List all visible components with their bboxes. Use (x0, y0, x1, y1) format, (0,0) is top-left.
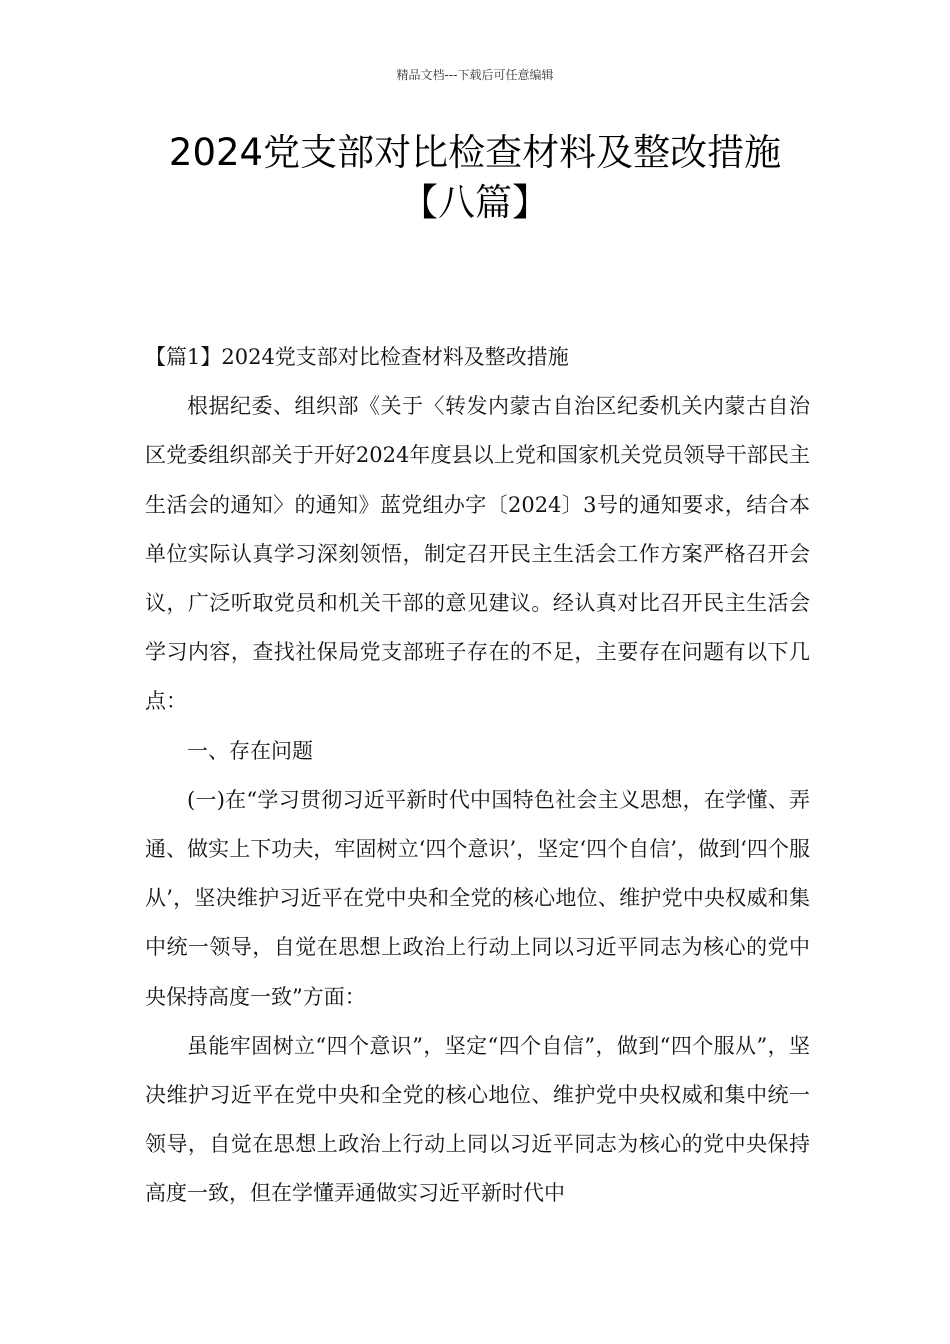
paragraph-item-1: (一)在“学习贯彻习近平新时代中国特色社会主义思想，在学懂、弄通、做实上下功夫，牢固树立‘四个意识’，坚定‘四个自信’，做到‘四个服从’，坚决维护习近平在党中央和全党的核心地位、维护党中央权威和集中统一领导，自觉在思想上政治上行动上同以习近平同志为核心的党中央保持高度一致”方面： (145, 787, 810, 1009)
title-line-1: 2024党支部对比检查材料及整改措施 (168, 131, 782, 174)
title-line-2: 【八篇】 (401, 181, 549, 224)
document-title (60, 128, 890, 228)
paragraph-intro: 根据纪委、组织部《关于〈转发内蒙古自治区纪委机关内蒙古自治区党委组织部关于开好2024年度县以上党和国家机关党员领导干部民主生活会的通知〉的通知》蓝党组办字〔2024〕3号的通知要求，结合本单位实际认真学习深刻领悟，制定召开民主生活会工作方案严格召开会议，广泛听取党员和机关干部的意见建议。经认真对比召开民主生活会学习内容，查找社保局党支部班子存在的不足，主要存在问题有以下几点： (145, 394, 810, 714)
header-note: 精品文档---下载后可任意编辑 (396, 68, 554, 82)
document-body (145, 333, 810, 1219)
paragraph-item-1-detail: 虽能牢固树立“四个意识”，坚定“四个自信”，做到“四个服从”，坚决维护习近平在党中央和全党的核心地位、维护党中央权威和集中统一领导，自觉在思想上政治上行动上同以习近平同志为核心的党中央保持高度一致，但在学懂弄通做实习近平新时代中 (145, 1033, 810, 1206)
section-heading: 【篇1】2024党支部对比检查材料及整改措施 (145, 345, 569, 369)
paragraph-subheading: 一、存在问题 (187, 738, 313, 763)
